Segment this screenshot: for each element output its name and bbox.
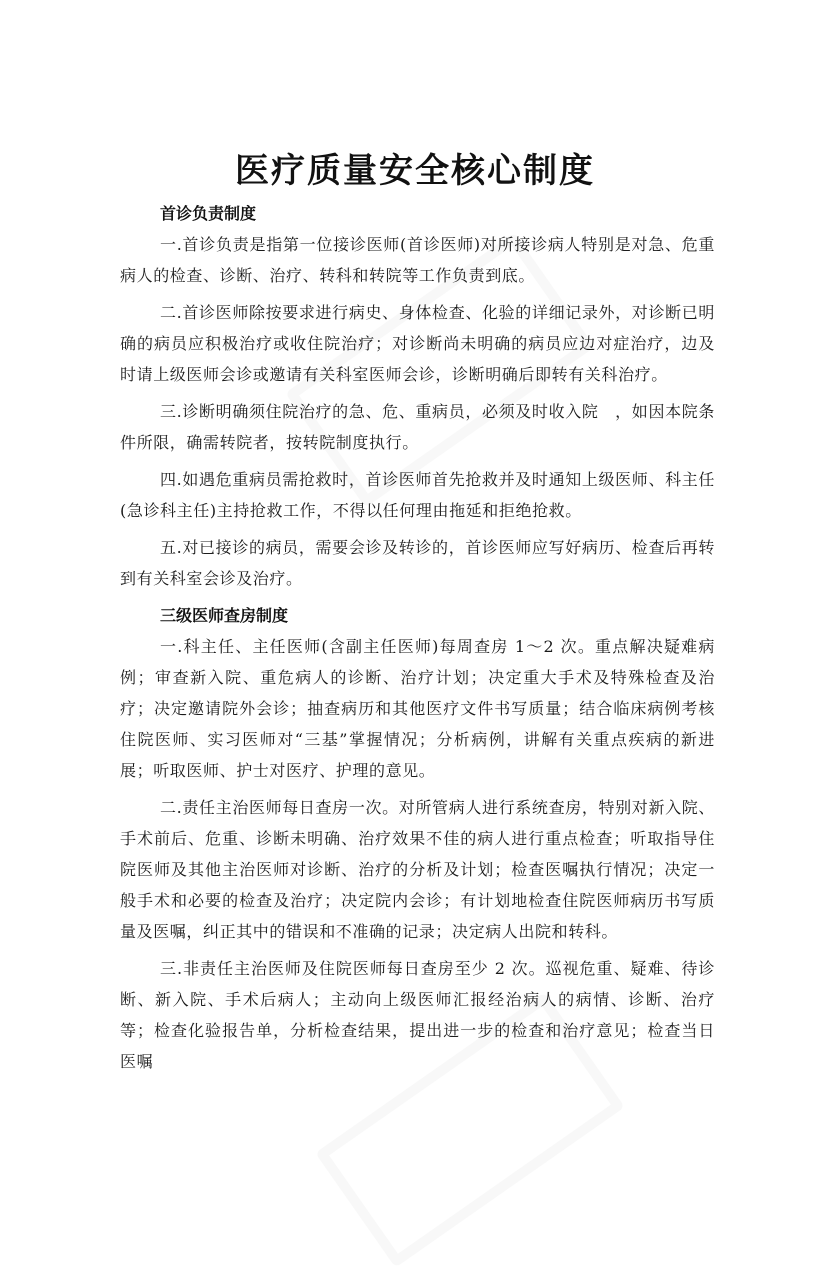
- section-heading: 首诊负责制度: [160, 204, 257, 223]
- document-body: [120, 198, 715, 1083]
- paragraph: 三.非责任主治医师及住院医师每日查房至少 2 次。巡视危重、疑难、待诊断、新入院、手术后病人；主动向上级医师汇报经治病人的病情、诊断、治疗等；检查化验报告单，分析检查结果，提出进一步的检查和治疗意见；检查当日医嘱: [120, 959, 715, 1071]
- paragraph: 五.对已接诊的病员，需要会诊及转诊的，首诊医师应写好病历、检查后再转到有关科室会诊及治疗。: [120, 538, 715, 588]
- paragraph: 二.首诊医师除按要求进行病史、身体检查、化验的详细记录外，对诊断已明确的病员应积极治疗或收住院治疗；对诊断尚未明确的病员应边对症治疗，边及时请上级医师会诊或邀请有关科室医师会诊，诊断明确后即转有关科治疗。: [120, 303, 715, 384]
- section-first-visit: [120, 198, 715, 594]
- section-heading: 三级医师查房制度: [160, 606, 289, 625]
- paragraph: 一.首诊负责是指第一位接诊医师(首诊医师)对所接诊病人特别是对急、危重病人的检查、诊断、治疗、转科和转院等工作负责到底。: [120, 235, 715, 285]
- paragraph: 二.责任主治医师每日查房一次。对所管病人进行系统查房，特别对新入院、手术前后、危重、诊断未明确、治疗效果不佳的病人进行重点检查；听取指导住院医师及其他主治医师对诊断、治疗的分析及计划；检查医嘱执行情况；决定一般手术和必要的检查及治疗；决定院内会诊；有计划地检查住院医师病历书写质量及医嘱，纠正其中的错误和不准确的记录；决定病人出院和转科。: [120, 798, 715, 941]
- section-ward-rounds: [120, 600, 715, 1077]
- paragraph: 一.科主任、主任医师(含副主任医师)每周查房 1～2 次。重点解决疑难病例；审查新入院、重危病人的诊断、治疗计划；决定重大手术及特殊检查及治疗；决定邀请院外会诊；抽查病历和其他医疗文件书写质量；结合临床病例考核住院医师、实习医师对“三基”掌握情况；分析病例，讲解有关重点疾病的新进展；听取医师、护士对医疗、护理的意见。: [120, 637, 715, 780]
- document-title: 医疗质量安全核心制度: [235, 150, 595, 191]
- paragraph: 三.诊断明确须住院治疗的急、危、重病员，必须及时收入院 ，如因本院条件所限，确需转院者，按转院制度执行。: [120, 402, 715, 452]
- paragraph: 四.如遇危重病员需抢救时，首诊医师首先抢救并及时通知上级医师、科主任(急诊科主任)主持抢救工作，不得以任何理由拖延和拒绝抢救。: [120, 470, 715, 520]
